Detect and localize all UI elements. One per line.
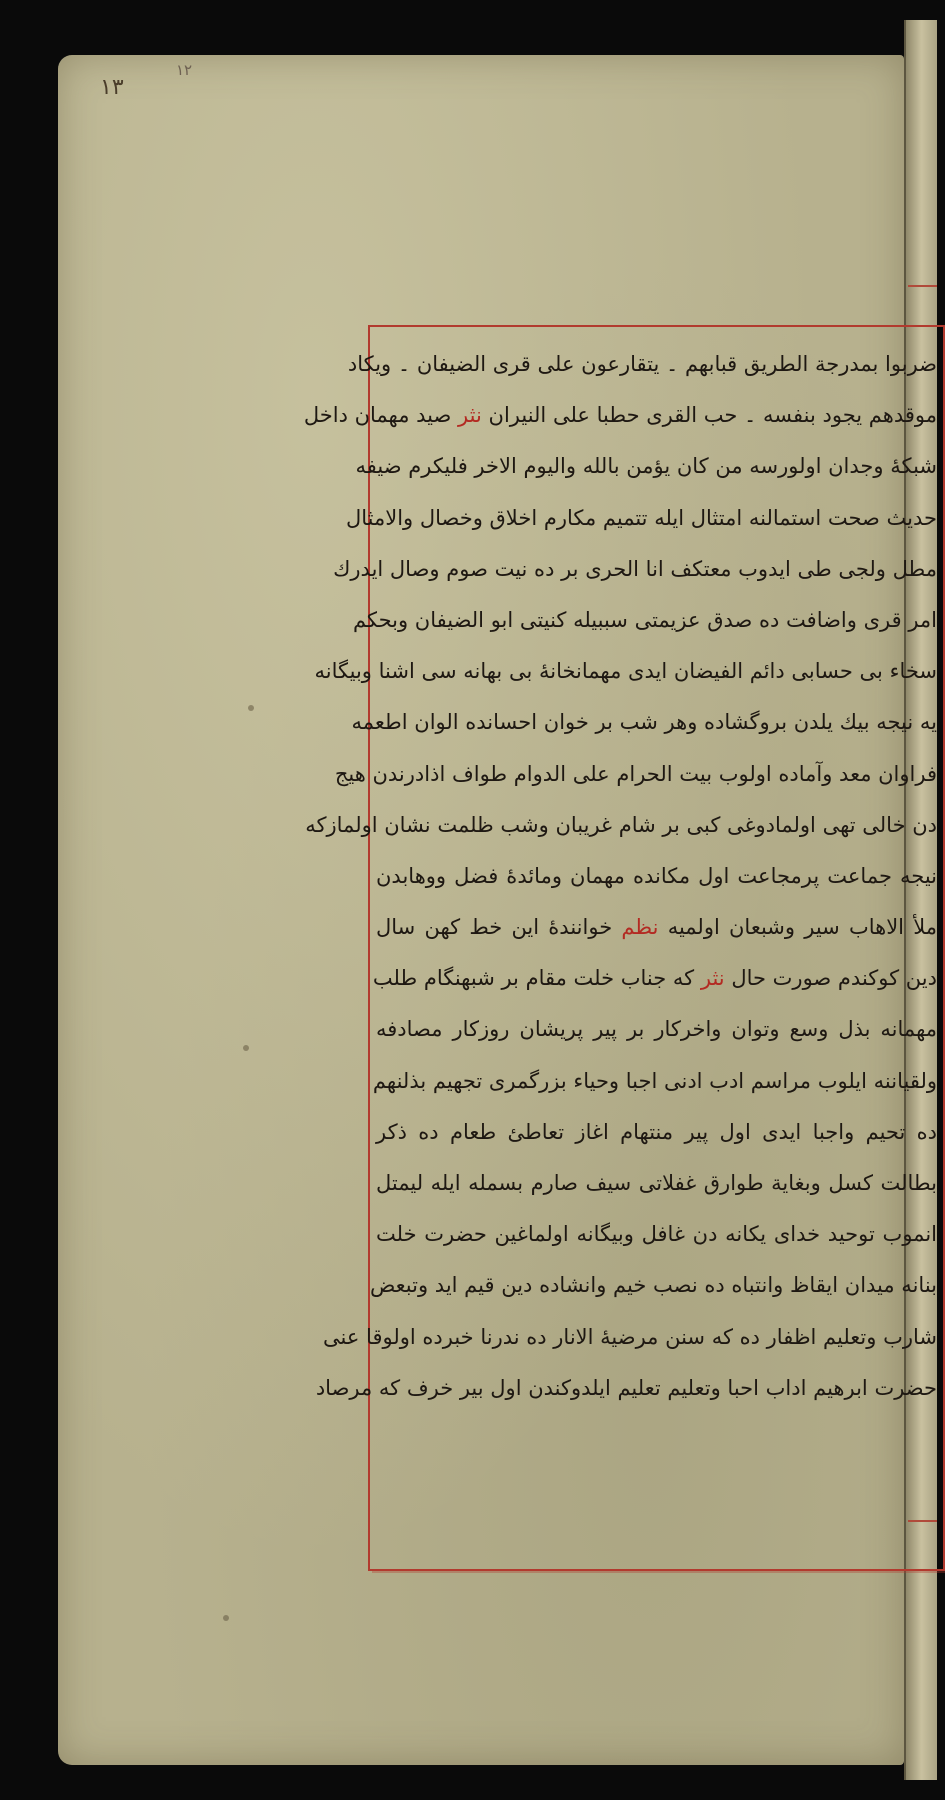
text-segment: شبكهٔ وجدان اولورسه من كان يؤمن بالله واليوم الاخر فليكرم ضيفه	[355, 454, 937, 479]
text-line	[323, 1312, 937, 1363]
text-line	[305, 800, 937, 851]
paper-stain	[243, 1045, 249, 1051]
text-line	[376, 902, 937, 953]
text-segment: مهمانه بذل وسع وتوان واخركار بر پير پريشان روزكار مصادفه	[376, 1017, 937, 1042]
text-segment: كه جناب خلت مقام بر شبهنگام طلب	[372, 966, 695, 991]
text-line	[372, 1056, 937, 1107]
text-line	[376, 1209, 937, 1260]
text-line	[376, 1158, 937, 1209]
folio-number-pencil: ١٢	[176, 61, 193, 79]
text-segment: دن خالى تهى اولمادوغى كبى بر شام غريبان وشب ظلمت نشان اولمازكه	[305, 812, 937, 837]
text-segment: بنانه ميدان ايقاظ وانتباه ده نصب خيم وانشاده دين قيم ايد وتبعض	[369, 1273, 937, 1298]
text-block	[303, 339, 937, 1559]
text-line	[376, 851, 937, 902]
text-segment: صيد مهمان داخل	[303, 403, 452, 428]
text-line	[333, 544, 937, 595]
folio-number: ١٣	[100, 75, 124, 100]
text-segment: شارب وتعليم اظفار ده كه سنن مرضيهٔ الانار ده ندرنا خبرده اولوقا عنى	[323, 1324, 937, 1349]
text-segment: موقدهم يجود بنفسه ۔ حب القرى حطبا على النيران	[488, 403, 937, 428]
text-line	[347, 339, 937, 390]
text-segment: حديث صحت استمالنه امتثال ايله تتميم مكارم اخلاق وخصال والامثال	[345, 505, 937, 530]
text-line	[314, 646, 937, 697]
text-segment: ملأ الاهاب سير وشبعان اولميه	[667, 915, 937, 940]
text-segment: نيجه جماعت پرمجاعت اول مكانده مهمان ومائدهٔ فضل ووهابدن	[376, 863, 937, 888]
text-line	[303, 390, 937, 441]
text-segment: حضرت ابرهيم اداب احبا وتعليم تعليم ايلدوكندن اول بير خرف كه مرصاد	[315, 1375, 937, 1400]
text-line	[345, 493, 937, 544]
text-line	[334, 749, 937, 800]
text-segment: ده تحيم واجبا ايدى اول پير منتهام اغاز تعاطئ طعام ده ذكر	[376, 1119, 937, 1144]
text-segment: يه نيجه بيك يلدن بروگشاده وهر شب بر خوان احسانده الوان اطعمه	[351, 710, 937, 735]
text-line	[369, 1260, 937, 1311]
text-segment: مطل ولجى طى ايدوب معتكف انا الحرى بر ده نيت صوم وصال ايدرك	[333, 556, 937, 581]
text-segment: دين كوكندم صورت حال	[731, 966, 937, 991]
adjacent-page-rule	[908, 285, 937, 287]
rubric-heading: نظم	[621, 915, 659, 940]
text-segment: بطالت كسل وبغاية طوارق غفلاتى سيف صارم بسمله ايله ليمتل	[376, 1171, 937, 1195]
text-block-frame	[303, 325, 945, 1571]
rubric-heading: نثر	[700, 966, 725, 991]
paper-stain	[248, 705, 254, 711]
text-segment: سخاء بى حسابى دائم الفيضان ايدى مهمانخانهٔ بى بهانه سى اشنا وبيگانه	[314, 659, 937, 684]
text-segment: فراوان معد وآماده اولوب بيت الحرام على الدوام طواف اذادرندن هيج	[334, 761, 937, 786]
text-line	[376, 1107, 937, 1158]
text-segment: ولقياننه ايلوب مراسم ادب ادنى اجبا وحياء بزرگمرى تجهيم بذلنهم	[372, 1068, 937, 1093]
text-segment: ضربوا بمدرجة الطريق قبابهم ۔ يتقارعون على قرى الضيفان ۔ ويكاد	[347, 352, 937, 376]
text-segment: خوانندهٔ اين خط كهن سال	[376, 915, 613, 940]
text-line	[315, 1363, 937, 1414]
text-segment: انموب توحيد خداى يكانه دن غافل وبيگانه اولماغين حضرت خلت	[376, 1222, 937, 1247]
manuscript-page	[58, 55, 937, 1765]
text-line	[351, 697, 937, 748]
text-line	[376, 1004, 937, 1055]
text-line	[372, 953, 937, 1004]
text-line	[355, 441, 937, 492]
text-segment: امر قرى واضافت ده صدق عزيمتى سببيله كنيتى ابو الضيفان وبحكم	[353, 607, 937, 632]
rubric-heading: نثر	[458, 403, 482, 428]
text-line	[353, 595, 937, 646]
paper-stain	[223, 1615, 229, 1621]
